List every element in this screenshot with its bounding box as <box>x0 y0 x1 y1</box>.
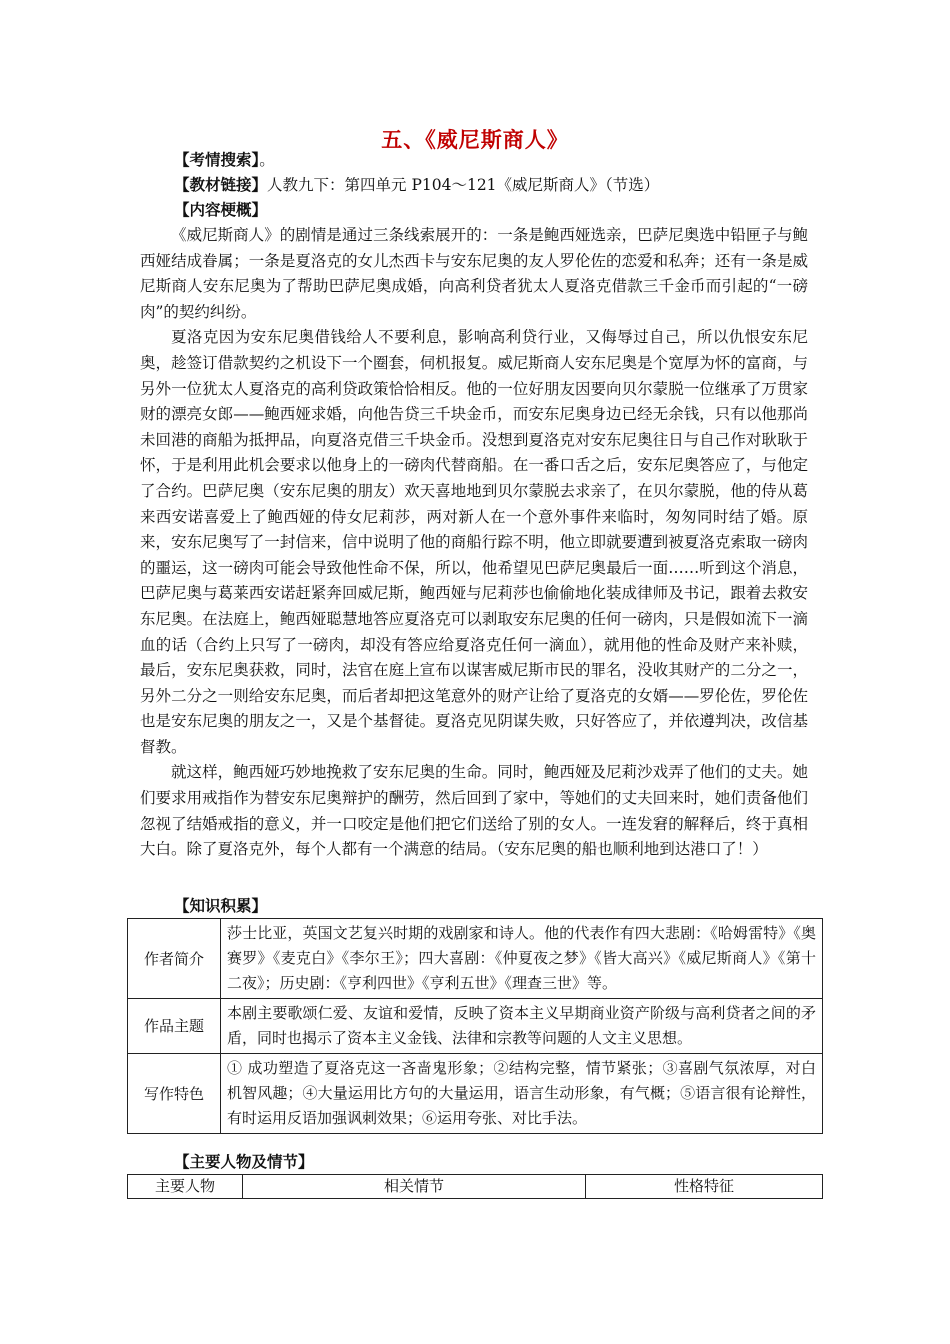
summary-paragraph-3: 就这样，鲍西娅巧妙地挽救了安东尼奥的生命。同时，鲍西娅及尼莉沙戏弄了他们的丈夫。她们要求用戒指作为替安东尼奥辩护的酬劳，然后回到了家中，等她们的丈夫回来时，她们责备他们忽视了结婚戒指的意义，并一口咬定是他们把它们送给了别的女人。一连发窘的解释后，终于真相大白。除了夏洛克外，每个人都有一个满意的结局。（安东尼奥的船也顺利地到达港口了！） <box>140 763 808 859</box>
knowledge-label: 【知识积累】 <box>174 897 268 915</box>
summary-paragraph-2: 夏洛克因为安东尼奥借钱给人不要利息，影响高利贷行业，又侮辱过自己，所以仇恨安东尼奥，趁签订借款契约之机设下一个圈套，伺机报复。威尼斯商人安东尼奥是个宽厚为怀的富商，与另外一位犹太人夏洛克的高利贷政策恰恰相反。他的一位好朋友因要向贝尔蒙脱一位继承了万贯家财的漂亮女郎——鲍西娅求婚，向他告贷三千块金币，而安东尼奥身边已经无余钱，只有以他那尚未回港的商船为抵押品，向夏洛克借三千块金币。没想到夏洛克对安东尼奥往日与自己作对耿耿于怀，于是利用此机会要求以他身上的一磅肉代替商船。在一番口舌之后，安东尼奥答应了，与他定了合约。巴萨尼奥（安东尼奥的朋友）欢天喜地地到贝尔蒙脱去求亲了，在贝尔蒙脱，他的侍从葛来西安诺喜爱上了鲍西娅的侍女尼莉莎，两对新人在一个意外事件来临时，匆匆同时结了婚。原来，安东尼奥写了一封信来，信中说明了他的商船行踪不明，他立即就要遭到被夏洛克索取一磅肉的噩运，这一磅肉可能会导致他性命不保，所以，他希望见巴萨尼奥最后一面……听到这个消息，巴萨尼奥与葛莱西安诺赶紧奔回威尼斯，鲍西娅与尼莉莎也偷偷地化装成律师及书记，跟着去救安东尼奥。在法庭上，鲍西娅聪慧地答应夏洛克可以剥取安东尼奥的任何一磅肉，只是假如流下一滴血的话（合约上只写了一磅肉，却没有答应给夏洛克任何一滴血），就用他的性命及财产来补赎，最后，安东尼奥获救，同时，法官在庭上宣布以谋害威尼斯市民的罪名，没收其财产的二分之一，另外二分之一则给安东尼奥，而后者却把这笔意外的财产让给了夏洛克的女婿——罗伦佐，罗伦佐也是安东尼奥的朋友之一，又是个基督徒。夏洛克见阴谋失败，只好答应了，并依遵判决，改信基督教。 <box>140 328 808 756</box>
theme-content: 本剧主要歌颂仁爱、友谊和爱情，反映了资本主义早期商业资产阶级与高利贷者之间的矛盾，同时也揭示了资本主义金钱、法律和宗教等问题的人文主义思想。 <box>221 999 823 1054</box>
knowledge-heading <box>174 894 267 918</box>
header-plot: 相关情节 <box>243 1175 586 1199</box>
summary-paragraph-1: 《威尼斯商人》的剧情是通过三条线索展开的：一条是鲍西娅选亲，巴萨尼奥选中铅匣子与鲍西娅结成眷属；一条是夏洛克的女儿杰西卡与安东尼奥的友人罗伦佐的恋爱和私奔；还有一条是威尼斯商人安东尼奥为了帮助巴萨尼奥成婚，向高利贷者犹太人夏洛克借款三千金币而引起的“一磅肉”的契约纠纷。 <box>140 226 808 321</box>
header-traits: 性格特征 <box>586 1175 823 1199</box>
page-title: 五、《威尼斯商人》 <box>381 128 569 152</box>
author-intro-content: 莎士比亚，英国文艺复兴时期的戏剧家和诗人。他的代表作有四大悲剧：《哈姆雷特》《奥赛罗》《麦克白》《李尔王》；四大喜剧：《仲夏夜之梦》《皆大高兴》《威尼斯商人》《第十二夜》；历史剧：《亨利四世》《亨利五世》《理查三世》等。 <box>221 919 823 999</box>
table-header-row <box>128 1175 823 1199</box>
writing-features-content: ① 成功塑造了夏洛克这一吝啬鬼形象；②结构完整，情节紧张；③喜剧气氛浓厚，对白机智风趣；④大量运用比方句的大量运用，语言生动形象，有气概；⑤语言很有论辩性，有时运用反语加强讽刺效果；⑥运用夸张、对比手法。 <box>221 1054 823 1134</box>
table-row <box>128 999 823 1054</box>
search-value: 。 <box>259 151 275 169</box>
characters-label: 【主要人物及情节】 <box>174 1153 314 1171</box>
search-label: 【考情搜索】 <box>174 151 260 169</box>
table-row <box>128 919 823 999</box>
summary-body <box>140 223 808 863</box>
search-line <box>174 148 275 172</box>
theme-label: 作品主题 <box>128 999 221 1054</box>
table-row <box>128 1054 823 1134</box>
textbook-label: 【教材链接】 <box>174 176 268 194</box>
author-intro-label: 作者简介 <box>128 919 221 999</box>
header-main-character: 主要人物 <box>128 1175 243 1199</box>
writing-features-label: 写作特色 <box>128 1054 221 1134</box>
summary-heading <box>174 198 267 222</box>
characters-table <box>127 1174 823 1199</box>
summary-label: 【内容梗概】 <box>174 201 268 219</box>
textbook-value: 人教九下：第四单元 P104～121《威尼斯商人》（节选） <box>267 176 660 194</box>
characters-heading <box>174 1150 314 1174</box>
textbook-line <box>174 173 659 197</box>
knowledge-table <box>127 918 823 1134</box>
